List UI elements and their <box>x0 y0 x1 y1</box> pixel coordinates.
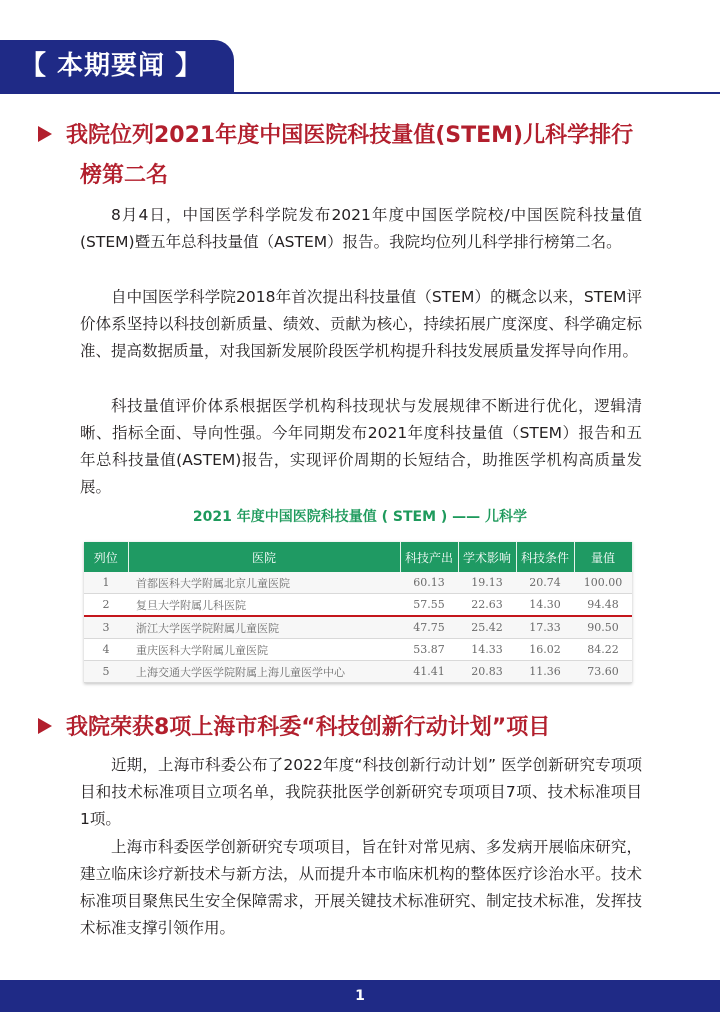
cell-conditions: 17.33 <box>516 616 574 639</box>
cell-output: 57.55 <box>400 594 458 617</box>
section1-title-line2: 榜第二名 <box>80 163 169 188</box>
cell-hospital: 重庆医科大学附属儿童医院 <box>128 639 400 661</box>
section1-paragraph-1: 8月4日，中国医学科学院发布2021年度中国医学院校/中国医院科技量值(STEM)暨五年总科技量值（ASTEM）报告。我院均位列儿科学排行榜第二名。 <box>80 206 642 251</box>
cell-hospital: 上海交通大学医学院附属上海儿童医学中心 <box>128 661 400 683</box>
cell-output: 53.87 <box>400 639 458 661</box>
cell-value: 73.60 <box>574 661 632 683</box>
cell-value: 94.48 <box>574 594 632 617</box>
section2-paragraph-2: 上海市科委医学创新研究专项项目，旨在针对常见病、多发病开展临床研究，建立临床诊疗新技术与新方法，从而提升本市临床机构的整体医疗诊治水平。技术标准项目聚焦民生安全保障需求，开展关键技术标准研究、制定技术标准，发挥技术标准支撑引领作用。 <box>80 838 642 937</box>
footer-bar <box>0 980 720 1012</box>
cell-conditions: 11.36 <box>516 661 574 683</box>
table-row <box>84 661 632 683</box>
cell-output: 60.13 <box>400 572 458 594</box>
table-header-row <box>84 542 632 572</box>
section1-paragraph-3: 科技量值评价体系根据医学机构科技现状与发展规律不断进行优化，逻辑清晰、指标全面、导向性强。今年同期发布2021年度科技量值（STEM）报告和五年总科技量值(ASTEM)报告，实现评价周期的长短结合，助推医学机构高质量发展。 <box>80 397 642 496</box>
cell-value: 84.22 <box>574 639 632 661</box>
cell-output: 47.75 <box>400 616 458 639</box>
page-number: 1 <box>355 988 365 1004</box>
cell-hospital: 复旦大学附属儿科医院 <box>128 594 400 617</box>
table-row <box>84 639 632 661</box>
triangle-bullet-icon <box>38 718 52 734</box>
header-impact: 学术影响 <box>458 542 516 572</box>
triangle-bullet-icon <box>38 126 52 142</box>
cell-impact: 25.42 <box>458 616 516 639</box>
cell-rank: 1 <box>84 572 128 594</box>
cell-impact: 22.63 <box>458 594 516 617</box>
section2-title-text: 我院荣获8项上海市科委“科技创新行动计划”项目 <box>66 715 551 740</box>
table-row <box>84 572 632 594</box>
section2-title <box>38 708 678 748</box>
header-output: 科技产出 <box>400 542 458 572</box>
cell-impact: 19.13 <box>458 572 516 594</box>
cell-conditions: 20.74 <box>516 572 574 594</box>
header-value: 量值 <box>574 542 632 572</box>
header-conditions: 科技条件 <box>516 542 574 572</box>
table-title: 2021 年度中国医院科技量值 ( STEM ) —— 儿科学 <box>192 509 528 525</box>
section1-title-line1: 我院位列2021年度中国医院科技量值(STEM)儿科学排行 <box>66 123 634 148</box>
cell-output: 41.41 <box>400 661 458 683</box>
header-divider <box>0 92 720 94</box>
ranking-table <box>84 542 632 683</box>
cell-conditions: 14.30 <box>516 594 574 617</box>
section-header-tab: 【 本期要闻 】 <box>0 40 234 92</box>
header-hospital: 医院 <box>128 542 400 572</box>
cell-impact: 14.33 <box>458 639 516 661</box>
cell-impact: 20.83 <box>458 661 516 683</box>
header-rank: 列位 <box>84 542 128 572</box>
cell-rank: 3 <box>84 616 128 639</box>
cell-value: 100.00 <box>574 572 632 594</box>
cell-hospital: 首都医科大学附属北京儿童医院 <box>128 572 400 594</box>
section1-title <box>38 116 678 196</box>
table-row-highlighted <box>84 594 632 617</box>
table-row <box>84 616 632 639</box>
cell-rank: 2 <box>84 594 128 617</box>
section1-paragraph-2: 自中国医学科学院2018年首次提出科技量值（STEM）的概念以来，STEM评价体系坚持以科技创新质量、绩效、贡献为核心，持续拓展广度深度、科学确定标准、提高数据质量，对我国新发展阶段医学机构提升科技发展质量发挥导向作用。 <box>80 288 642 360</box>
cell-value: 90.50 <box>574 616 632 639</box>
cell-hospital: 浙江大学医学院附属儿童医院 <box>128 616 400 639</box>
cell-rank: 4 <box>84 639 128 661</box>
section2-paragraph-1: 近期，上海市科委公布了2022年度“科技创新行动计划” 医学创新研究专项项目和技术标准项目立项名单，我院获批医学创新研究专项项目7项、技术标准项目1项。 <box>80 756 642 828</box>
cell-conditions: 16.02 <box>516 639 574 661</box>
cell-rank: 5 <box>84 661 128 683</box>
